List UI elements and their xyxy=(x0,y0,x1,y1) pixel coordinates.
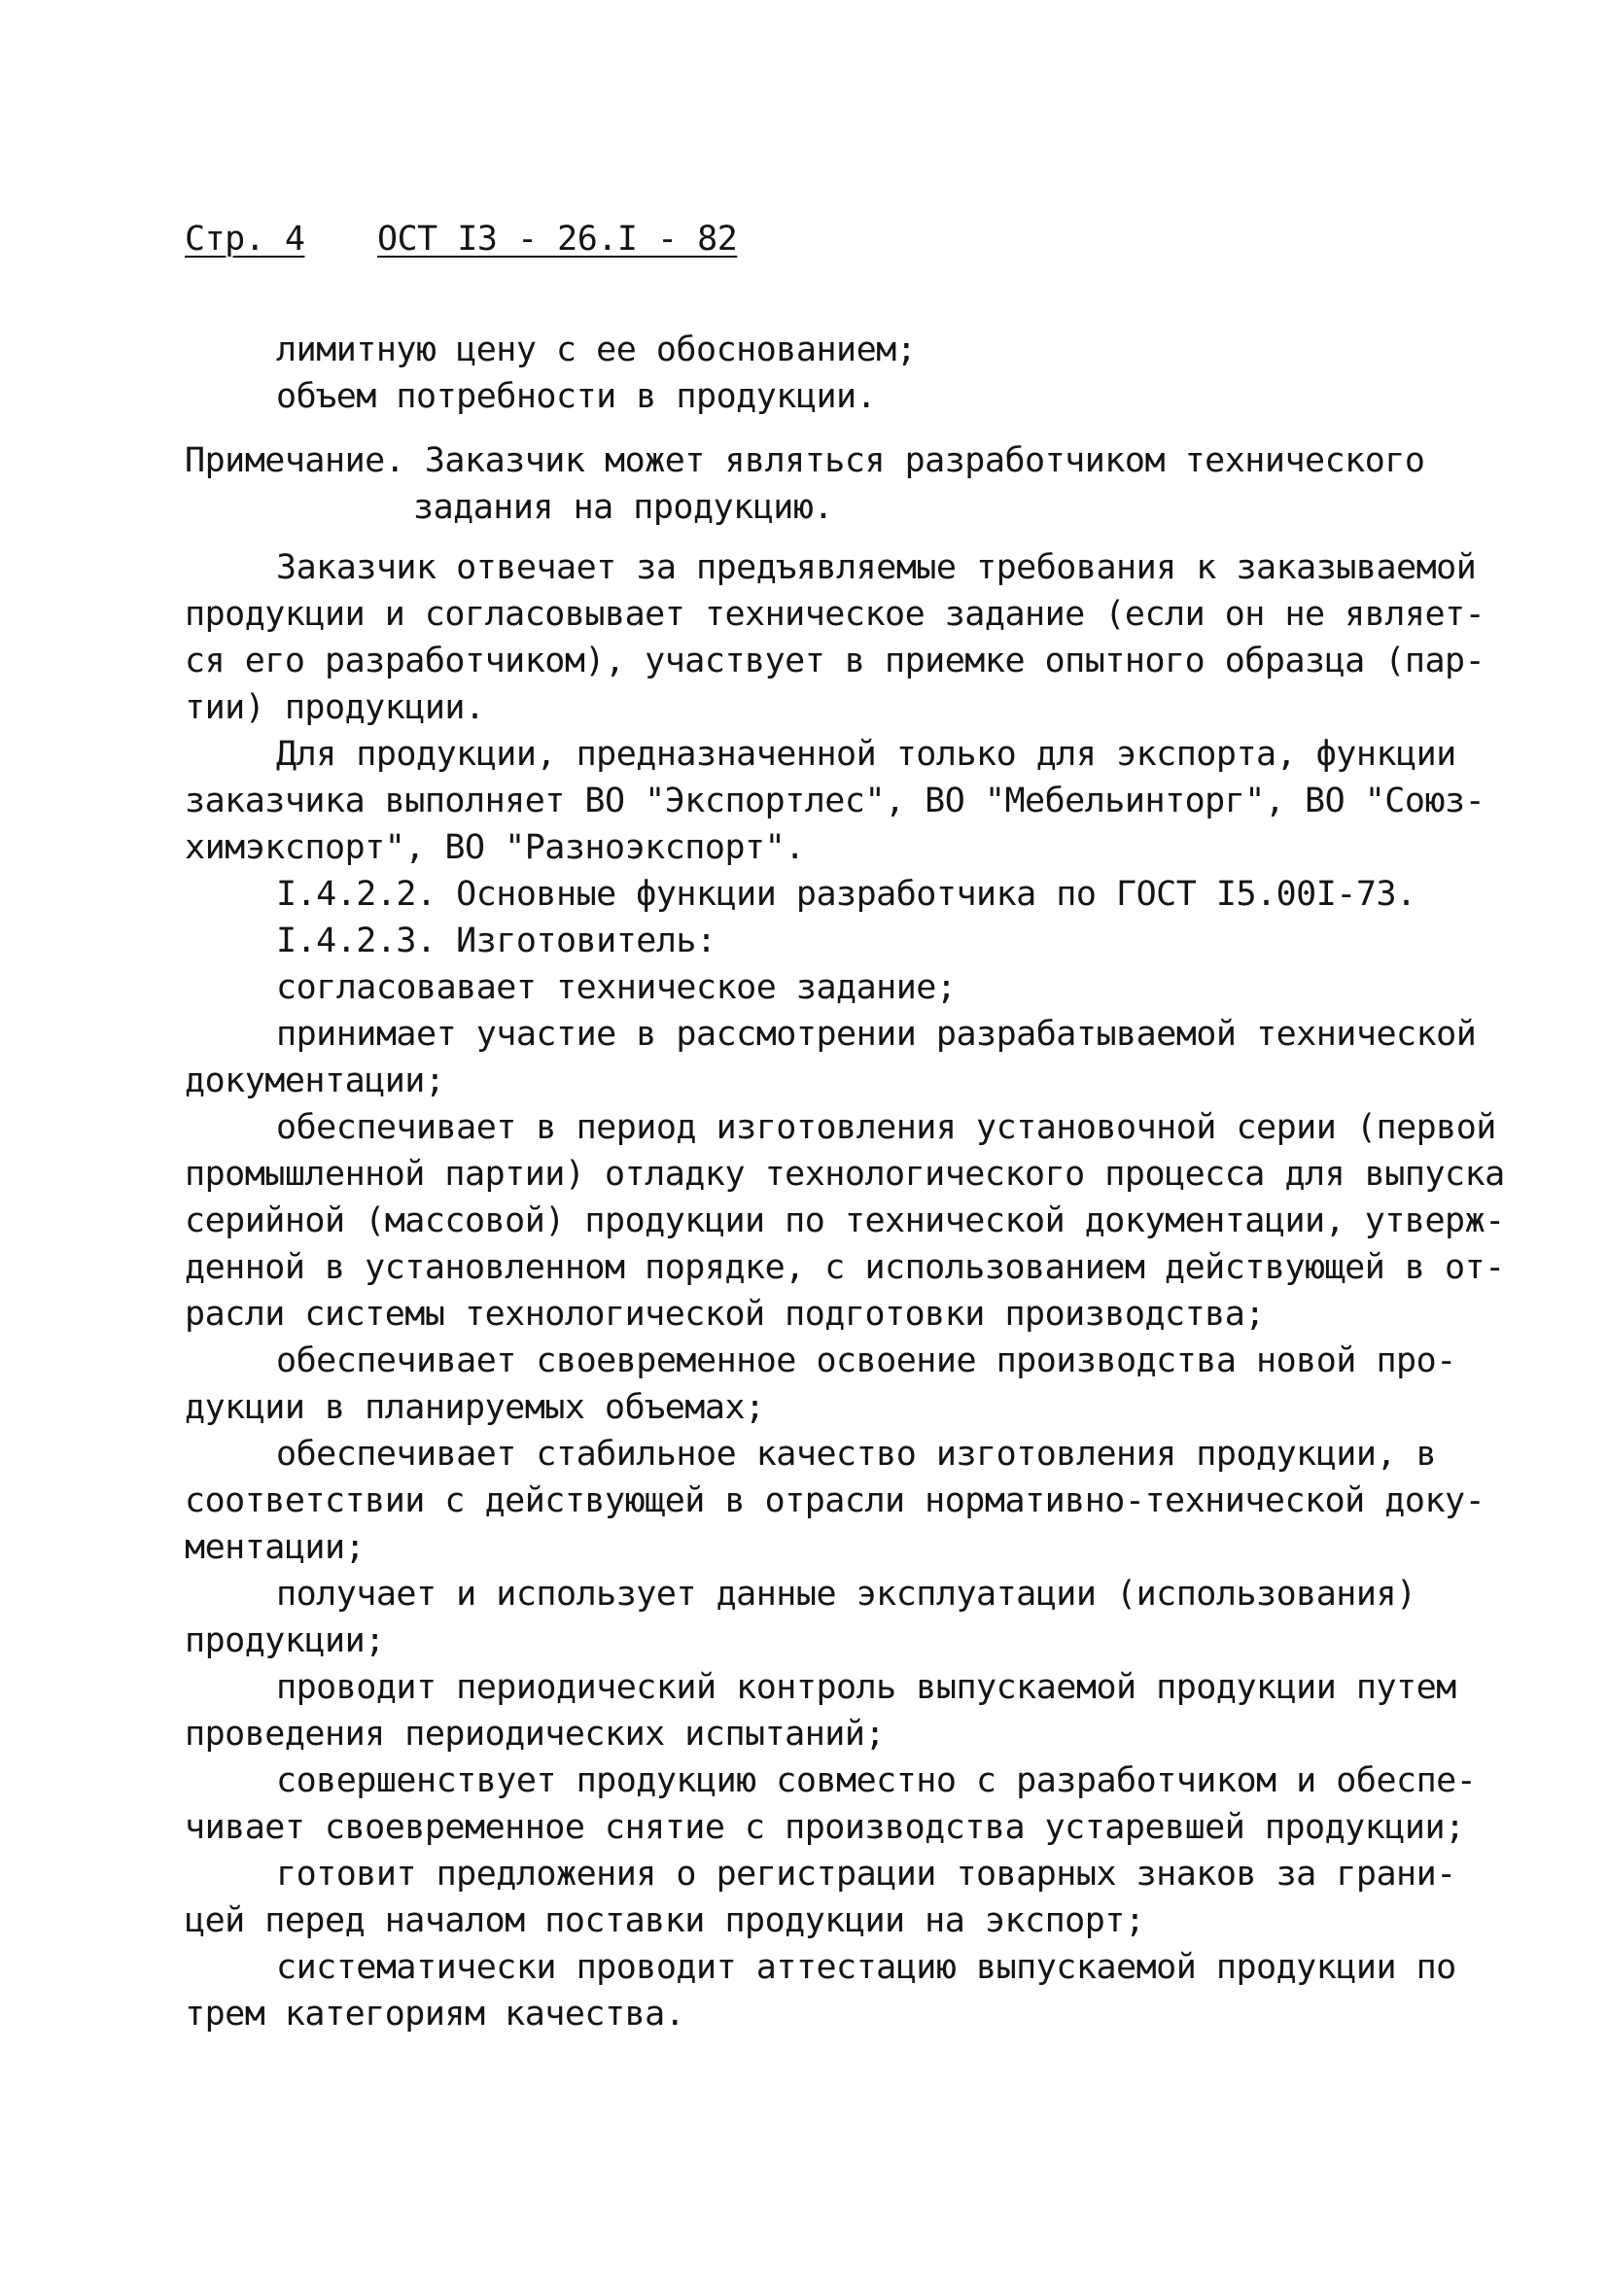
text-line: Заказчик отвечает за предъявляемые требования к заказываемой xyxy=(276,548,1477,587)
text-line: ментации; xyxy=(185,1528,366,1567)
text-line: готовит предложения о регистрации товарных знаков за грани- xyxy=(276,1855,1456,1894)
page-number: Стр. 4 xyxy=(185,220,305,259)
text-line: принимает участие в рассмотрении разрабатываемой технической xyxy=(276,1015,1477,1054)
text-line: обеспечивает стабильное качество изготовления продукции, в xyxy=(276,1435,1437,1474)
text-line: продукции и согласовывает техническое задание (если он не являет- xyxy=(185,595,1486,634)
text-line: совершенствует продукцию совместно с разработчиком и обеспе- xyxy=(276,1761,1477,1800)
text-line: чивает своевременное снятие с производства устаревшей продукции; xyxy=(185,1808,1465,1847)
note-line: задания на продукцию. xyxy=(413,488,834,527)
text-line: тии) продукции. xyxy=(185,688,485,727)
text-line: проведения периодических испытаний; xyxy=(185,1715,886,1754)
text-line: цей перед началом поставки продукции на экспорт; xyxy=(185,1901,1145,1940)
text-line: Для продукции, предназначенной только для экспорта, функции xyxy=(276,735,1456,774)
text-line: обеспечивает своевременное освоение производства новой про- xyxy=(276,1341,1456,1380)
text-line: дукции в планируемых объемах; xyxy=(185,1388,765,1427)
clause-line: I.4.2.3. Изготовитель: xyxy=(276,922,717,960)
text-line: промышленной партии) отладку технологического процесса для выпуска xyxy=(185,1155,1505,1194)
text-line: документации; xyxy=(185,1061,445,1100)
text-line: химэкспорт", ВО "Разноэкспорт". xyxy=(185,828,805,867)
clause-line: I.4.2.2. Основные функции разработчика по ГОСТ I5.00I-73. xyxy=(276,875,1416,914)
text-line: лимитную цену с ее обоснованием; xyxy=(276,330,917,369)
note-line: Примечание. Заказчик может являться разработчиком технического xyxy=(185,441,1425,480)
text-line: трем категориям качества. xyxy=(185,1995,685,2034)
document-code: ОСТ I3 - 26.I - 82 xyxy=(377,220,738,259)
text-line: проводит периодический контроль выпускаемой продукции путем xyxy=(276,1668,1456,1707)
text-line: расли системы технологической подготовки производства; xyxy=(185,1295,1265,1334)
text-line: заказчика выполняет ВО "Экспортлес", ВО "Мебельинторг", ВО "Союз- xyxy=(185,782,1486,820)
text-line: серийной (массовой) продукции по технической документации, утверж- xyxy=(185,1201,1505,1240)
text-line: получает и использует данные эксплуатации (использования) xyxy=(276,1575,1416,1614)
text-line: ся его разработчиком), участвует в приемке опытного образца (пар- xyxy=(185,642,1486,680)
text-line: систематически проводит аттестацию выпускаемой продукции по xyxy=(276,1948,1456,1987)
text-line: объем потребности в продукции. xyxy=(276,377,877,416)
text-line: соответствии с действующей в отрасли нормативно-технической доку- xyxy=(185,1481,1486,1520)
text-line: продукции; xyxy=(185,1621,385,1660)
text-line: согласовавает техническое задание; xyxy=(276,968,957,1007)
text-line: обеспечивает в период изготовления установочной серии (первой xyxy=(276,1108,1496,1147)
text-line: денной в установленном порядке, с использованием действующей в от- xyxy=(185,1248,1505,1287)
